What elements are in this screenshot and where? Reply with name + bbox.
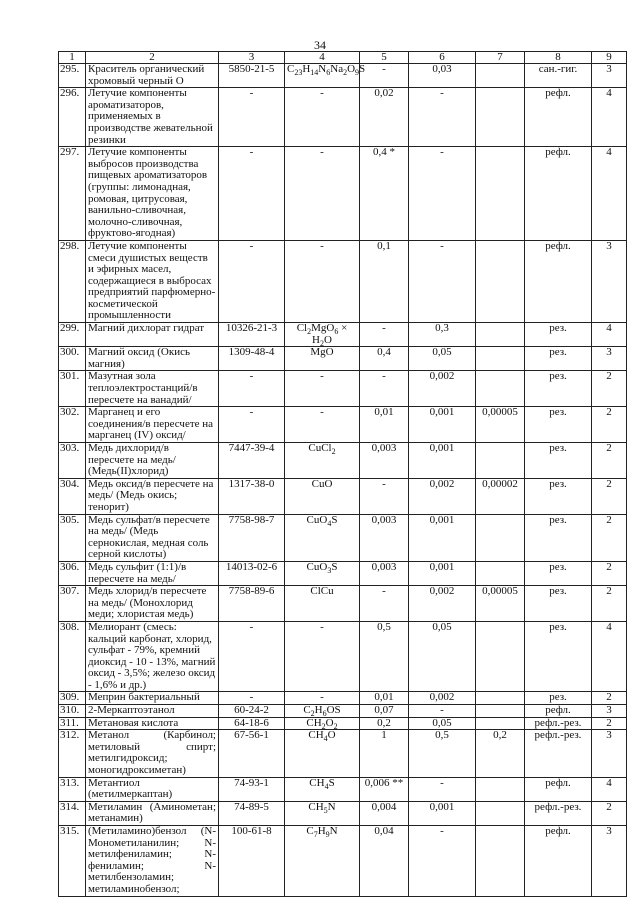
hazard-class: 4 — [592, 147, 627, 241]
col-5-value: 0,07 — [360, 705, 409, 718]
col-header: 1 — [59, 52, 86, 64]
col-6-value: 0,002 — [409, 586, 476, 622]
substance-name: Метанол (Карбинол; метиловый спирт; метилгидроксид; моногидроксиметан) — [86, 730, 219, 777]
row-number: 296. — [59, 88, 86, 147]
row-number: 305. — [59, 514, 86, 561]
cas-number: - — [219, 88, 285, 147]
table-row — [59, 88, 627, 147]
substance-name: (Метиламино)бензол (N-Монометиланилин; N-метилфениламин; N-фениламин; N-метилбензоламин; метиламинобензол; — [86, 826, 219, 897]
col-7-value — [476, 240, 525, 322]
chemical-formula: $CH_4O$ — [285, 730, 360, 777]
chemical-formula: - — [285, 371, 360, 407]
col-5-value: 0,003 — [360, 561, 409, 585]
cas-number: 7758-98-7 — [219, 514, 285, 561]
substance-name: Медь дихлорид/в пересчете на медь/ (Медь(II)хлорид) — [86, 443, 219, 479]
hazard-type: рез. — [525, 443, 592, 479]
table-row — [59, 826, 627, 897]
col-6-value: 0,001 — [409, 407, 476, 443]
substance-name: Марганец и его соединения/в пересчете на марганец (IV) оксид/ — [86, 407, 219, 443]
cas-number: 14013-02-6 — [219, 561, 285, 585]
col-7-value — [476, 826, 525, 897]
cas-number: - — [219, 240, 285, 322]
col-header: 3 — [219, 52, 285, 64]
col-5-value: 0,02 — [360, 88, 409, 147]
col-5-value: 0,004 — [360, 801, 409, 825]
table-row — [59, 443, 627, 479]
table-row — [59, 621, 627, 692]
hazard-class: 2 — [592, 561, 627, 585]
col-6-value: 0,002 — [409, 692, 476, 705]
hazard-type: рез. — [525, 478, 592, 514]
col-7-value — [476, 717, 525, 730]
hazard-class: 3 — [592, 347, 627, 371]
col-header: 7 — [476, 52, 525, 64]
hazard-type: рефл. — [525, 826, 592, 897]
substance-name: Метантиол (метилмеркаптан) — [86, 777, 219, 801]
row-number: 297. — [59, 147, 86, 241]
substance-name: Мелиорант (смесь: кальций карбонат, хлорид, сульфат - 79%, кремний диоксид - 10 - 13%, магний оксид - 3,5%; железо оксид - 1,6% и др.) — [86, 621, 219, 692]
chemical-formula: $CH_2O_2$ — [285, 717, 360, 730]
table-row — [59, 407, 627, 443]
row-number: 300. — [59, 347, 86, 371]
col-6-value: 0,05 — [409, 347, 476, 371]
cas-number: 60-24-2 — [219, 705, 285, 718]
substance-name: Летучие компоненты смеси душистых веществ и эфирных масел, содержащиеся в выбросах предприятий парфюмерно-косметической промышленности — [86, 240, 219, 322]
hazard-type: рефл.-рез. — [525, 730, 592, 777]
table-row — [59, 240, 627, 322]
col-6-value: 0,001 — [409, 443, 476, 479]
substance-name: Мазутная зола теплоэлектростанций/в пересчете на ванадий/ — [86, 371, 219, 407]
hazard-class: 4 — [592, 323, 627, 347]
table-row — [59, 561, 627, 585]
row-number: 315. — [59, 826, 86, 897]
table-row — [59, 717, 627, 730]
hazard-type: рефл. — [525, 240, 592, 322]
row-number: 312. — [59, 730, 86, 777]
substance-name: 2-Меркаптоэтанол — [86, 705, 219, 718]
col-6-value: 0,001 — [409, 801, 476, 825]
col-5-value: 0,01 — [360, 692, 409, 705]
row-number: 303. — [59, 443, 86, 479]
table-row — [59, 586, 627, 622]
hazard-class: 4 — [592, 621, 627, 692]
row-number: 299. — [59, 323, 86, 347]
hazard-type: рез. — [525, 692, 592, 705]
cas-number: 74-93-1 — [219, 777, 285, 801]
hazard-type: рез. — [525, 371, 592, 407]
row-number: 298. — [59, 240, 86, 322]
col-5-value: 0,2 — [360, 717, 409, 730]
col-6-value: 0,001 — [409, 561, 476, 585]
col-7-value — [476, 801, 525, 825]
table-row — [59, 801, 627, 825]
chemical-formula: CuO$_4$S — [285, 514, 360, 561]
substance-name: Магний оксид (Окись магния) — [86, 347, 219, 371]
col-5-value: - — [360, 323, 409, 347]
hazard-class: 2 — [592, 514, 627, 561]
hazard-class: 3 — [592, 64, 627, 88]
col-7-value — [476, 347, 525, 371]
hazard-type: рефл. — [525, 147, 592, 241]
chemical-formula: ClCu — [285, 586, 360, 622]
row-number: 302. — [59, 407, 86, 443]
col-6-value: 0,03 — [409, 64, 476, 88]
col-5-value: 0,1 — [360, 240, 409, 322]
substance-name: Краситель органический хромовый черный О — [86, 64, 219, 88]
col-5-value: 0,4 * — [360, 147, 409, 241]
hazard-class: 3 — [592, 705, 627, 718]
col-6-value: - — [409, 88, 476, 147]
substance-name: Летучие компоненты выбросов производства пищевых ароматизаторов (группы: лимонадная, ромовая, цитрусовая, ванильно-сливочная, молочно-сливочная, фруктово-ягодная) — [86, 147, 219, 241]
table-row — [59, 64, 627, 88]
hazard-class: 2 — [592, 407, 627, 443]
row-number: 313. — [59, 777, 86, 801]
row-number: 310. — [59, 705, 86, 718]
cas-number: - — [219, 621, 285, 692]
cas-number: 74-89-5 — [219, 801, 285, 825]
col-7-value: 0,00005 — [476, 586, 525, 622]
col-5-value: 1 — [360, 730, 409, 777]
col-6-value: 0,002 — [409, 478, 476, 514]
cas-number: 10326-21-3 — [219, 323, 285, 347]
substances-table — [58, 51, 627, 897]
col-header: 5 — [360, 52, 409, 64]
chemical-formula: CuO — [285, 478, 360, 514]
hazard-type: рез. — [525, 514, 592, 561]
table-row — [59, 478, 627, 514]
chemical-formula: - — [285, 147, 360, 241]
hazard-type: рез. — [525, 586, 592, 622]
cas-number: 67-56-1 — [219, 730, 285, 777]
cas-number: 1317-38-0 — [219, 478, 285, 514]
col-7-value — [476, 64, 525, 88]
chemical-formula: - — [285, 621, 360, 692]
col-5-value: 0,5 — [360, 621, 409, 692]
col-7-value: 0,00002 — [476, 478, 525, 514]
chemical-formula: $C_2H_6OS$ — [285, 705, 360, 718]
col-6-value: - — [409, 240, 476, 322]
col-7-value — [476, 621, 525, 692]
table-row — [59, 371, 627, 407]
row-number: 304. — [59, 478, 86, 514]
hazard-type: рефл.-рез. — [525, 717, 592, 730]
col-6-value: 0,05 — [409, 621, 476, 692]
hazard-class: 4 — [592, 88, 627, 147]
header-row — [59, 52, 627, 64]
chemical-formula: CuO$_3$S — [285, 561, 360, 585]
col-7-value: 0,00005 — [476, 407, 525, 443]
col-5-value: - — [360, 478, 409, 514]
table-row — [59, 323, 627, 347]
col-6-value: 0,5 — [409, 730, 476, 777]
col-header: 6 — [409, 52, 476, 64]
row-number: 308. — [59, 621, 86, 692]
col-5-value: 0,4 — [360, 347, 409, 371]
chemical-formula: $CH_5N$ — [285, 801, 360, 825]
col-5-value: - — [360, 371, 409, 407]
hazard-class: 2 — [592, 692, 627, 705]
row-number: 309. — [59, 692, 86, 705]
col-7-value — [476, 443, 525, 479]
hazard-type: сан.-гиг. — [525, 64, 592, 88]
hazard-type: рез. — [525, 407, 592, 443]
substance-name: Медь хлорид/в пересчете на медь/ (Монохлорид меди; хлористая медь) — [86, 586, 219, 622]
col-6-value: - — [409, 147, 476, 241]
hazard-type: рефл. — [525, 777, 592, 801]
chemical-formula: $CH_4S$ — [285, 777, 360, 801]
substance-name: Метановая кислота — [86, 717, 219, 730]
substance-name: Медь сульфит (1:1)/в пересчете на медь/ — [86, 561, 219, 585]
hazard-class: 4 — [592, 777, 627, 801]
col-6-value: 0,001 — [409, 514, 476, 561]
chemical-formula: MgO — [285, 347, 360, 371]
hazard-class: 2 — [592, 717, 627, 730]
col-7-value — [476, 323, 525, 347]
chemical-formula: - — [285, 88, 360, 147]
cas-number: - — [219, 371, 285, 407]
chemical-formula: $C_7H_9N$ — [285, 826, 360, 897]
substance-name: Метиламин (Аминометан; метанамин) — [86, 801, 219, 825]
hazard-class: 2 — [592, 586, 627, 622]
hazard-class: 2 — [592, 443, 627, 479]
cas-number: 7758-89-6 — [219, 586, 285, 622]
hazard-class: 2 — [592, 478, 627, 514]
table-row — [59, 705, 627, 718]
col-6-value: 0,05 — [409, 717, 476, 730]
table-row — [59, 147, 627, 241]
col-7-value — [476, 692, 525, 705]
col-7-value — [476, 561, 525, 585]
col-7-value: 0,2 — [476, 730, 525, 777]
chemical-formula: CuCl$_2$ — [285, 443, 360, 479]
table-row — [59, 514, 627, 561]
substance-name: Магний дихлорат гидрат — [86, 323, 219, 347]
hazard-type: рез. — [525, 561, 592, 585]
col-header: 9 — [592, 52, 627, 64]
col-6-value: - — [409, 777, 476, 801]
hazard-class: 2 — [592, 801, 627, 825]
chemical-formula: - — [285, 692, 360, 705]
col-6-value: 0,3 — [409, 323, 476, 347]
hazard-type: рефл. — [525, 88, 592, 147]
page-number: 34 — [314, 38, 326, 52]
col-5-value: - — [360, 64, 409, 88]
hazard-type: рез. — [525, 621, 592, 692]
col-5-value: 0,003 — [360, 443, 409, 479]
col-5-value: 0,003 — [360, 514, 409, 561]
table-row — [59, 730, 627, 777]
chemical-formula: - — [285, 407, 360, 443]
row-number: 314. — [59, 801, 86, 825]
col-7-value — [476, 777, 525, 801]
row-number: 307. — [59, 586, 86, 622]
table-row — [59, 692, 627, 705]
col-7-value — [476, 371, 525, 407]
hazard-class: 3 — [592, 730, 627, 777]
row-number: 301. — [59, 371, 86, 407]
col-7-value — [476, 147, 525, 241]
col-header: 4 — [285, 52, 360, 64]
table-row — [59, 347, 627, 371]
hazard-type: рефл. — [525, 705, 592, 718]
cas-number: - — [219, 692, 285, 705]
cas-number: 64-18-6 — [219, 717, 285, 730]
col-6-value: - — [409, 826, 476, 897]
cas-number: - — [219, 147, 285, 241]
substance-name: Меприн бактериальный — [86, 692, 219, 705]
substance-name: Медь сульфат/в пересчете на медь/ (Медь сернокислая, медная соль серной кислоты) — [86, 514, 219, 561]
hazard-type: рез. — [525, 347, 592, 371]
hazard-class: 3 — [592, 826, 627, 897]
row-number: 295. — [59, 64, 86, 88]
chemical-formula: $Cl_2MgO_6 \times H_2O$ — [285, 323, 360, 347]
cas-number: - — [219, 407, 285, 443]
cas-number: 7447-39-4 — [219, 443, 285, 479]
hazard-type: рефл.-рез. — [525, 801, 592, 825]
cas-number: 100-61-8 — [219, 826, 285, 897]
col-6-value: 0,002 — [409, 371, 476, 407]
substance-name: Летучие компоненты ароматизаторов, применяемых в производстве жевательной резинки — [86, 88, 219, 147]
col-5-value: 0,04 — [360, 826, 409, 897]
col-5-value: 0,01 — [360, 407, 409, 443]
hazard-class: 2 — [592, 371, 627, 407]
substance-name: Медь оксид/в пересчете на медь/ (Медь окись; тенорит) — [86, 478, 219, 514]
col-7-value — [476, 88, 525, 147]
cas-number: 1309-48-4 — [219, 347, 285, 371]
col-7-value — [476, 514, 525, 561]
cas-number: 5850-21-5 — [219, 64, 285, 88]
table-row — [59, 777, 627, 801]
row-number: 311. — [59, 717, 86, 730]
hazard-type: рез. — [525, 323, 592, 347]
col-header: 8 — [525, 52, 592, 64]
row-number: 306. — [59, 561, 86, 585]
col-header: 2 — [86, 52, 219, 64]
col-5-value: 0,006 ** — [360, 777, 409, 801]
chemical-formula: - — [285, 240, 360, 322]
col-6-value: - — [409, 705, 476, 718]
chemical-formula: $C_{23}H_{14}N_6Na_2O_9S$ — [285, 64, 360, 88]
col-5-value: - — [360, 586, 409, 622]
col-7-value — [476, 705, 525, 718]
hazard-class: 3 — [592, 240, 627, 322]
